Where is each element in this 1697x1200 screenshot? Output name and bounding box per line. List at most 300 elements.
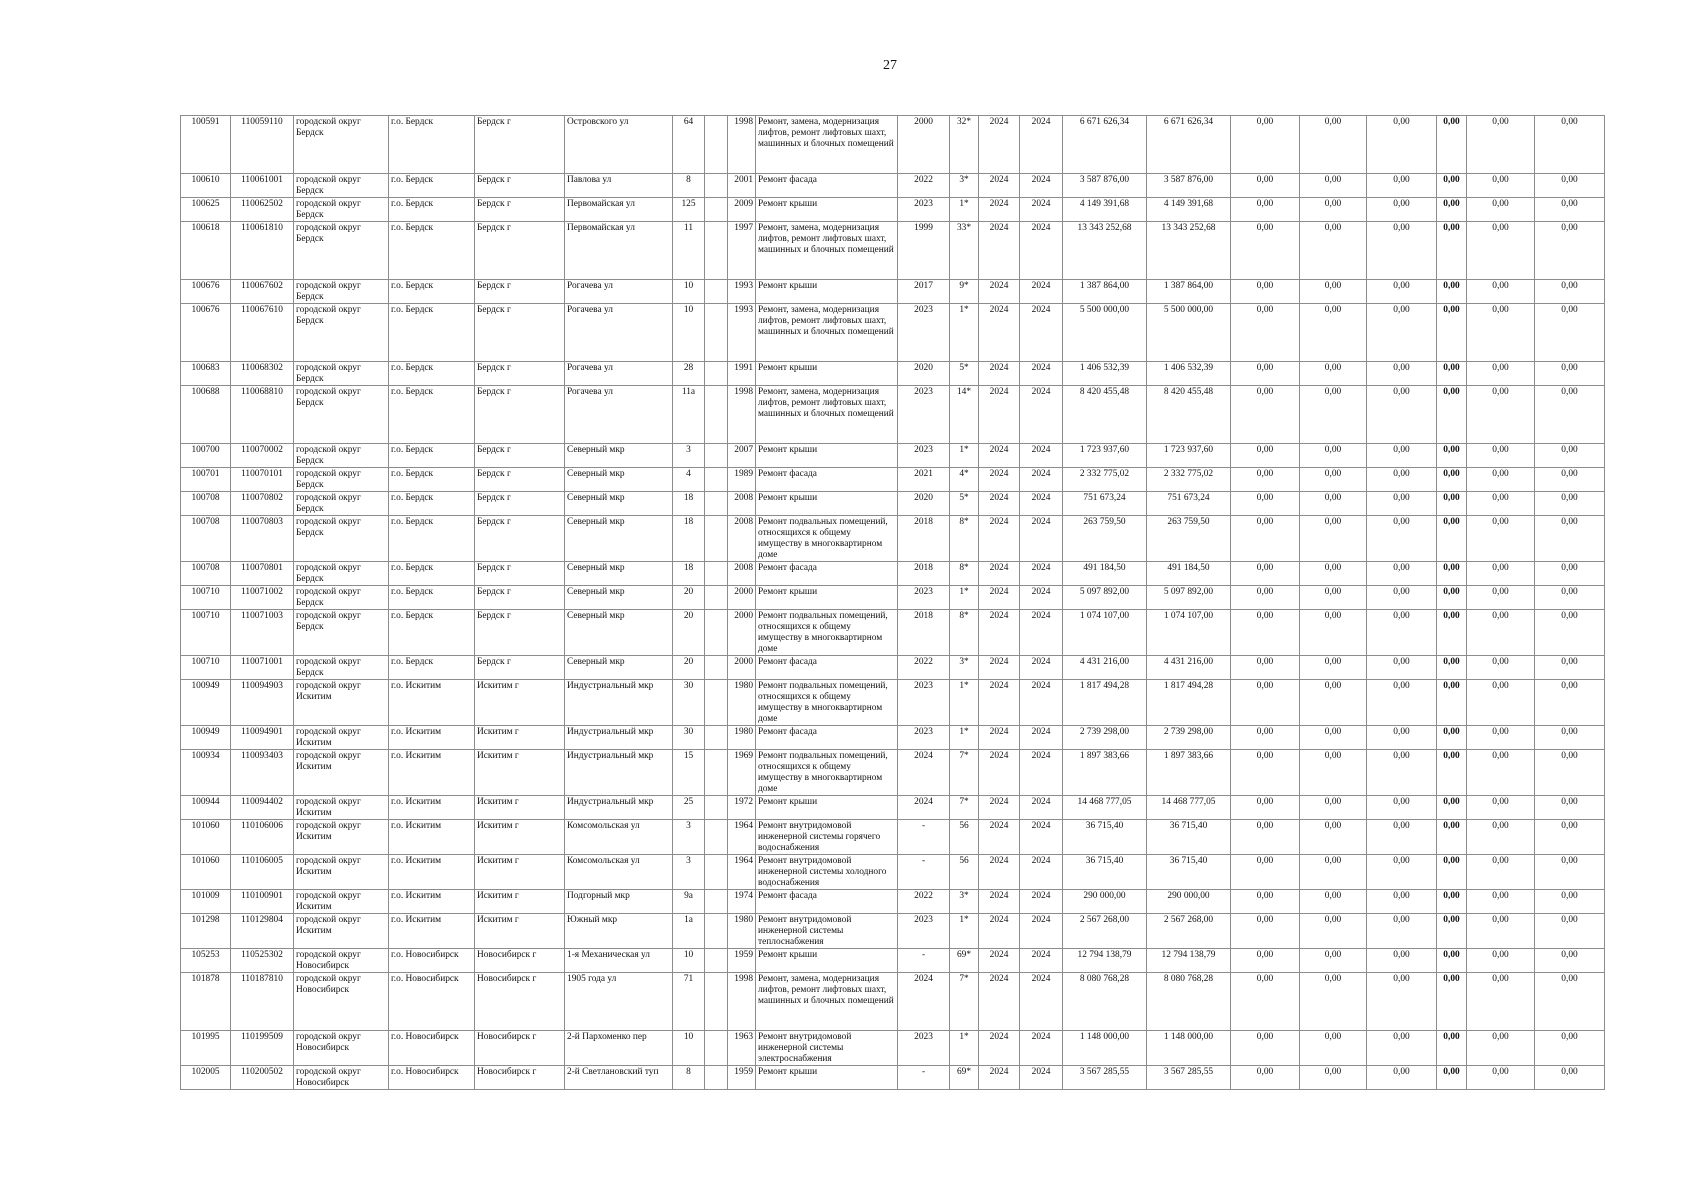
cell-house-id: 100683 xyxy=(181,362,231,386)
cell-plan-start-year: 2024 xyxy=(979,914,1020,949)
cell-plan-end-year: 2024 xyxy=(1020,492,1063,516)
cell-district: г.о. Бердск xyxy=(389,610,475,656)
cell-cost-col-3: 0,00 xyxy=(1367,656,1437,680)
cell-total-cost: 2 739 298,00 xyxy=(1063,726,1147,750)
cell-plan-start-year: 2024 xyxy=(979,973,1020,1031)
cell-building xyxy=(705,610,728,656)
cell-settlement: Искитим г xyxy=(475,820,565,855)
cell-street: 2-й Пархоменко пер xyxy=(565,1031,673,1066)
cell-plan-start-year: 2024 xyxy=(979,304,1020,362)
cell-plan-start-year: 2024 xyxy=(979,516,1020,562)
cell-house-id: 100710 xyxy=(181,610,231,656)
cell-cost-col-1: 0,00 xyxy=(1231,444,1300,468)
cell-building xyxy=(705,444,728,468)
cell-total-cost: 1 723 937,60 xyxy=(1063,444,1147,468)
cell-work-type: Ремонт, замена, модернизация лифтов, ремонт лифтовых шахт, машинных и блочных помещений xyxy=(756,116,898,174)
cell-cost-col-4: 0,00 xyxy=(1437,610,1467,656)
cell-cost-col-3: 0,00 xyxy=(1367,516,1437,562)
cell-cost-col-4: 0,00 xyxy=(1437,116,1467,174)
cell-street: Островского ул xyxy=(565,116,673,174)
cell-plan-end-year: 2024 xyxy=(1020,890,1063,914)
cell-cost-col-4: 0,00 xyxy=(1437,222,1467,280)
cell-building xyxy=(705,516,728,562)
cell-regional-fund-cost: 14 468 777,05 xyxy=(1147,796,1231,820)
cell-last-repair-year: 2018 xyxy=(898,562,950,586)
cell-cost-col-2: 0,00 xyxy=(1300,468,1367,492)
cell-wear-percent: 56 xyxy=(950,855,979,890)
cell-last-repair-year: 2023 xyxy=(898,1031,950,1066)
cell-house-id: 100676 xyxy=(181,280,231,304)
cell-last-repair-year: 2023 xyxy=(898,586,950,610)
cell-cost-col-3: 0,00 xyxy=(1367,855,1437,890)
cell-plan-start-year: 2024 xyxy=(979,198,1020,222)
cell-house-id: 100688 xyxy=(181,386,231,444)
cell-work-type: Ремонт подвальных помещений, относящихся к общему имуществу в многоквартирном доме xyxy=(756,516,898,562)
cell-cost-col-5: 0,00 xyxy=(1467,680,1535,726)
cell-wear-percent: 69* xyxy=(950,949,979,973)
cell-cost-col-6: 0,00 xyxy=(1535,116,1605,174)
cell-regional-fund-cost: 1 387 864,00 xyxy=(1147,280,1231,304)
table-row xyxy=(181,198,1605,222)
cell-street: Павлова ул xyxy=(565,174,673,198)
cell-cost-col-4: 0,00 xyxy=(1437,362,1467,386)
cell-cost-col-2: 0,00 xyxy=(1300,562,1367,586)
cell-cost-col-2: 0,00 xyxy=(1300,116,1367,174)
cell-district: г.о. Бердск xyxy=(389,362,475,386)
cell-settlement: Новосибирск г xyxy=(475,949,565,973)
cell-total-cost: 1 897 383,66 xyxy=(1063,750,1147,796)
cell-house-number: 18 xyxy=(673,562,705,586)
cell-cost-col-3: 0,00 xyxy=(1367,280,1437,304)
cell-work-type: Ремонт подвальных помещений, относящихся к общему имуществу в многоквартирном доме xyxy=(756,610,898,656)
cell-last-repair-year: 2022 xyxy=(898,890,950,914)
cell-cost-col-5: 0,00 xyxy=(1467,562,1535,586)
cell-last-repair-year: 2023 xyxy=(898,198,950,222)
cell-district: г.о. Искитим xyxy=(389,680,475,726)
cell-last-repair-year: - xyxy=(898,1066,950,1090)
cell-cost-col-6: 0,00 xyxy=(1535,855,1605,890)
cell-settlement: Искитим г xyxy=(475,890,565,914)
cell-cost-col-5: 0,00 xyxy=(1467,973,1535,1031)
cell-commission-year: 1998 xyxy=(728,386,756,444)
cell-settlement: Бердск г xyxy=(475,280,565,304)
cell-cost-col-1: 0,00 xyxy=(1231,656,1300,680)
cell-cost-col-4: 0,00 xyxy=(1437,656,1467,680)
cell-plan-end-year: 2024 xyxy=(1020,362,1063,386)
cell-street: 1905 года ул xyxy=(565,973,673,1031)
cell-municipality: городской округ Бердск xyxy=(294,362,389,386)
cell-house-id: 105253 xyxy=(181,949,231,973)
cell-last-repair-year: 2000 xyxy=(898,116,950,174)
cell-district: г.о. Искитим xyxy=(389,820,475,855)
cell-settlement: Бердск г xyxy=(475,492,565,516)
cell-total-cost: 2 567 268,00 xyxy=(1063,914,1147,949)
cell-municipality: городской округ Искитим xyxy=(294,726,389,750)
cell-street: Северный мкр xyxy=(565,610,673,656)
cell-regional-fund-cost: 8 080 768,28 xyxy=(1147,973,1231,1031)
cell-total-cost: 1 387 864,00 xyxy=(1063,280,1147,304)
cell-plan-end-year: 2024 xyxy=(1020,174,1063,198)
cell-district: г.о. Новосибирск xyxy=(389,973,475,1031)
cell-total-cost: 5 097 892,00 xyxy=(1063,586,1147,610)
cell-settlement: Новосибирск г xyxy=(475,1031,565,1066)
cell-wear-percent: 69* xyxy=(950,1066,979,1090)
cell-settlement: Бердск г xyxy=(475,386,565,444)
cell-district: г.о. Бердск xyxy=(389,656,475,680)
cell-municipality: городской округ Искитим xyxy=(294,855,389,890)
cell-cost-col-6: 0,00 xyxy=(1535,516,1605,562)
cell-house-id: 101009 xyxy=(181,890,231,914)
cell-street: Рогачева ул xyxy=(565,304,673,362)
cell-cost-col-3: 0,00 xyxy=(1367,586,1437,610)
cell-plan-end-year: 2024 xyxy=(1020,1066,1063,1090)
cell-municipality: городской округ Бердск xyxy=(294,116,389,174)
cell-settlement: Бердск г xyxy=(475,562,565,586)
cell-cost-col-6: 0,00 xyxy=(1535,280,1605,304)
cell-municipality: городской округ Бердск xyxy=(294,516,389,562)
table-row xyxy=(181,973,1605,1031)
cell-municipality: городской округ Бердск xyxy=(294,562,389,586)
cell-commission-year: 1998 xyxy=(728,116,756,174)
cell-wear-percent: 1* xyxy=(950,198,979,222)
cell-district: г.о. Бердск xyxy=(389,516,475,562)
cell-cost-col-4: 0,00 xyxy=(1437,973,1467,1031)
cell-work-id: 110106006 xyxy=(231,820,294,855)
cell-work-type: Ремонт подвальных помещений, относящихся к общему имуществу в многоквартирном доме xyxy=(756,680,898,726)
cell-cost-col-4: 0,00 xyxy=(1437,444,1467,468)
cell-cost-col-1: 0,00 xyxy=(1231,198,1300,222)
cell-building xyxy=(705,656,728,680)
cell-cost-col-3: 0,00 xyxy=(1367,820,1437,855)
table-row xyxy=(181,362,1605,386)
cell-cost-col-5: 0,00 xyxy=(1467,586,1535,610)
cell-house-number: 30 xyxy=(673,680,705,726)
cell-cost-col-2: 0,00 xyxy=(1300,516,1367,562)
cell-last-repair-year: - xyxy=(898,820,950,855)
cell-work-type: Ремонт крыши xyxy=(756,796,898,820)
cell-wear-percent: 1* xyxy=(950,444,979,468)
cell-cost-col-4: 0,00 xyxy=(1437,680,1467,726)
cell-work-id: 110070002 xyxy=(231,444,294,468)
cell-cost-col-6: 0,00 xyxy=(1535,444,1605,468)
cell-house-id: 101995 xyxy=(181,1031,231,1066)
cell-building xyxy=(705,198,728,222)
cell-plan-start-year: 2024 xyxy=(979,750,1020,796)
cell-cost-col-5: 0,00 xyxy=(1467,362,1535,386)
cell-last-repair-year: 2020 xyxy=(898,492,950,516)
cell-building xyxy=(705,174,728,198)
cell-total-cost: 3 587 876,00 xyxy=(1063,174,1147,198)
cell-commission-year: 1980 xyxy=(728,914,756,949)
cell-cost-col-4: 0,00 xyxy=(1437,386,1467,444)
cell-settlement: Бердск г xyxy=(475,174,565,198)
table-row xyxy=(181,680,1605,726)
cell-settlement: Бердск г xyxy=(475,444,565,468)
cell-wear-percent: 56 xyxy=(950,820,979,855)
cell-settlement: Бердск г xyxy=(475,586,565,610)
cell-wear-percent: 7* xyxy=(950,750,979,796)
cell-regional-fund-cost: 4 431 216,00 xyxy=(1147,656,1231,680)
cell-building xyxy=(705,562,728,586)
cell-house-id: 100701 xyxy=(181,468,231,492)
cell-cost-col-2: 0,00 xyxy=(1300,796,1367,820)
cell-cost-col-3: 0,00 xyxy=(1367,914,1437,949)
cell-house-id: 101878 xyxy=(181,973,231,1031)
cell-cost-col-4: 0,00 xyxy=(1437,796,1467,820)
cell-settlement: Бердск г xyxy=(475,362,565,386)
cell-regional-fund-cost: 3 587 876,00 xyxy=(1147,174,1231,198)
cell-building xyxy=(705,304,728,362)
cell-cost-col-4: 0,00 xyxy=(1437,492,1467,516)
cell-cost-col-1: 0,00 xyxy=(1231,222,1300,280)
cell-last-repair-year: 2023 xyxy=(898,914,950,949)
cell-regional-fund-cost: 751 673,24 xyxy=(1147,492,1231,516)
cell-cost-col-1: 0,00 xyxy=(1231,973,1300,1031)
cell-building xyxy=(705,680,728,726)
cell-house-number: 30 xyxy=(673,726,705,750)
cell-commission-year: 2008 xyxy=(728,562,756,586)
page-number: 27 xyxy=(883,58,897,73)
cell-street: Рогачева ул xyxy=(565,280,673,304)
cell-cost-col-6: 0,00 xyxy=(1535,198,1605,222)
cell-building xyxy=(705,949,728,973)
cell-building xyxy=(705,855,728,890)
cell-house-id: 100708 xyxy=(181,516,231,562)
cell-total-cost: 6 671 626,34 xyxy=(1063,116,1147,174)
cell-total-cost: 12 794 138,79 xyxy=(1063,949,1147,973)
cell-cost-col-1: 0,00 xyxy=(1231,610,1300,656)
cell-regional-fund-cost: 8 420 455,48 xyxy=(1147,386,1231,444)
cell-cost-col-4: 0,00 xyxy=(1437,890,1467,914)
cell-house-id: 100949 xyxy=(181,726,231,750)
cell-cost-col-4: 0,00 xyxy=(1437,820,1467,855)
cell-regional-fund-cost: 5 500 000,00 xyxy=(1147,304,1231,362)
cell-total-cost: 263 759,50 xyxy=(1063,516,1147,562)
cell-cost-col-1: 0,00 xyxy=(1231,820,1300,855)
cell-cost-col-2: 0,00 xyxy=(1300,610,1367,656)
cell-total-cost: 4 149 391,68 xyxy=(1063,198,1147,222)
cell-building xyxy=(705,280,728,304)
table-row xyxy=(181,1031,1605,1066)
cell-cost-col-4: 0,00 xyxy=(1437,562,1467,586)
cell-municipality: городской округ Бердск xyxy=(294,586,389,610)
cell-work-id: 110093403 xyxy=(231,750,294,796)
cell-district: г.о. Бердск xyxy=(389,492,475,516)
table-row xyxy=(181,562,1605,586)
cell-work-id: 110070803 xyxy=(231,516,294,562)
cell-cost-col-6: 0,00 xyxy=(1535,796,1605,820)
cell-commission-year: 1964 xyxy=(728,855,756,890)
cell-plan-end-year: 2024 xyxy=(1020,973,1063,1031)
cell-work-id: 110071002 xyxy=(231,586,294,610)
cell-building xyxy=(705,116,728,174)
cell-cost-col-5: 0,00 xyxy=(1467,1066,1535,1090)
cell-house-id: 100710 xyxy=(181,586,231,610)
cell-street: Первомайская ул xyxy=(565,198,673,222)
cell-plan-end-year: 2024 xyxy=(1020,222,1063,280)
cell-regional-fund-cost: 5 097 892,00 xyxy=(1147,586,1231,610)
cell-district: г.о. Бердск xyxy=(389,386,475,444)
cell-cost-col-4: 0,00 xyxy=(1437,1031,1467,1066)
cell-wear-percent: 8* xyxy=(950,610,979,656)
cell-cost-col-1: 0,00 xyxy=(1231,796,1300,820)
cell-settlement: Бердск г xyxy=(475,516,565,562)
cell-work-type: Ремонт внутридомовой инженерной системы электроснабжения xyxy=(756,1031,898,1066)
cell-total-cost: 1 074 107,00 xyxy=(1063,610,1147,656)
cell-cost-col-6: 0,00 xyxy=(1535,492,1605,516)
cell-house-number: 28 xyxy=(673,362,705,386)
cell-house-number: 18 xyxy=(673,516,705,562)
cell-commission-year: 2001 xyxy=(728,174,756,198)
cell-cost-col-5: 0,00 xyxy=(1467,116,1535,174)
cell-cost-col-5: 0,00 xyxy=(1467,492,1535,516)
cell-wear-percent: 8* xyxy=(950,562,979,586)
cell-work-type: Ремонт, замена, модернизация лифтов, ремонт лифтовых шахт, машинных и блочных помещений xyxy=(756,386,898,444)
cell-commission-year: 1963 xyxy=(728,1031,756,1066)
cell-municipality: городской округ Бердск xyxy=(294,444,389,468)
cell-work-id: 110067602 xyxy=(231,280,294,304)
cell-cost-col-1: 0,00 xyxy=(1231,680,1300,726)
cell-cost-col-5: 0,00 xyxy=(1467,174,1535,198)
cell-work-id: 110187810 xyxy=(231,973,294,1031)
cell-cost-col-3: 0,00 xyxy=(1367,1066,1437,1090)
cell-district: г.о. Бердск xyxy=(389,444,475,468)
cell-cost-col-3: 0,00 xyxy=(1367,562,1437,586)
cell-cost-col-2: 0,00 xyxy=(1300,656,1367,680)
cell-cost-col-2: 0,00 xyxy=(1300,680,1367,726)
cell-plan-start-year: 2024 xyxy=(979,280,1020,304)
cell-last-repair-year: 2023 xyxy=(898,304,950,362)
cell-plan-start-year: 2024 xyxy=(979,1031,1020,1066)
cell-house-number: 8 xyxy=(673,1066,705,1090)
cell-cost-col-6: 0,00 xyxy=(1535,680,1605,726)
cell-work-type: Ремонт крыши xyxy=(756,362,898,386)
table-row xyxy=(181,386,1605,444)
cell-work-id: 110067610 xyxy=(231,304,294,362)
cell-regional-fund-cost: 4 149 391,68 xyxy=(1147,198,1231,222)
cell-regional-fund-cost: 263 759,50 xyxy=(1147,516,1231,562)
cell-wear-percent: 7* xyxy=(950,973,979,1031)
cell-cost-col-5: 0,00 xyxy=(1467,855,1535,890)
table-row xyxy=(181,116,1605,174)
cell-building xyxy=(705,468,728,492)
cell-municipality: городской округ Бердск xyxy=(294,198,389,222)
cell-building xyxy=(705,890,728,914)
cell-total-cost: 36 715,40 xyxy=(1063,820,1147,855)
cell-plan-start-year: 2024 xyxy=(979,362,1020,386)
cell-cost-col-1: 0,00 xyxy=(1231,116,1300,174)
cell-cost-col-1: 0,00 xyxy=(1231,1031,1300,1066)
cell-cost-col-4: 0,00 xyxy=(1437,855,1467,890)
cell-work-type: Ремонт фасада xyxy=(756,174,898,198)
cell-cost-col-1: 0,00 xyxy=(1231,280,1300,304)
cell-house-id: 100591 xyxy=(181,116,231,174)
cell-building xyxy=(705,362,728,386)
cell-regional-fund-cost: 2 567 268,00 xyxy=(1147,914,1231,949)
cell-wear-percent: 1* xyxy=(950,586,979,610)
cell-cost-col-3: 0,00 xyxy=(1367,610,1437,656)
table-body xyxy=(181,116,1605,1090)
cell-wear-percent: 33* xyxy=(950,222,979,280)
cell-cost-col-6: 0,00 xyxy=(1535,610,1605,656)
cell-cost-col-3: 0,00 xyxy=(1367,492,1437,516)
cell-district: г.о. Бердск xyxy=(389,562,475,586)
cell-cost-col-1: 0,00 xyxy=(1231,174,1300,198)
cell-plan-end-year: 2024 xyxy=(1020,949,1063,973)
table-row xyxy=(181,280,1605,304)
cell-wear-percent: 32* xyxy=(950,116,979,174)
cell-work-type: Ремонт, замена, модернизация лифтов, ремонт лифтовых шахт, машинных и блочных помещений xyxy=(756,222,898,280)
cell-work-type: Ремонт, замена, модернизация лифтов, ремонт лифтовых шахт, машинных и блочных помещений xyxy=(756,973,898,1031)
cell-last-repair-year: 1999 xyxy=(898,222,950,280)
cell-plan-start-year: 2024 xyxy=(979,468,1020,492)
cell-municipality: городской округ Новосибирск xyxy=(294,1031,389,1066)
cell-wear-percent: 5* xyxy=(950,492,979,516)
cell-house-id: 100610 xyxy=(181,174,231,198)
cell-house-id: 100708 xyxy=(181,562,231,586)
cell-municipality: городской округ Бердск xyxy=(294,386,389,444)
cell-cost-col-3: 0,00 xyxy=(1367,444,1437,468)
cell-regional-fund-cost: 290 000,00 xyxy=(1147,890,1231,914)
cell-district: г.о. Бердск xyxy=(389,198,475,222)
cell-cost-col-3: 0,00 xyxy=(1367,949,1437,973)
cell-district: г.о. Новосибирск xyxy=(389,949,475,973)
cell-house-number: 11а xyxy=(673,386,705,444)
cell-plan-end-year: 2024 xyxy=(1020,516,1063,562)
cell-cost-col-1: 0,00 xyxy=(1231,468,1300,492)
cell-house-id: 101298 xyxy=(181,914,231,949)
cell-street: Комсомольская ул xyxy=(565,855,673,890)
table-row xyxy=(181,796,1605,820)
cell-work-id: 110200502 xyxy=(231,1066,294,1090)
cell-district: г.о. Новосибирск xyxy=(389,1066,475,1090)
cell-work-type: Ремонт крыши xyxy=(756,444,898,468)
cell-house-id: 101060 xyxy=(181,820,231,855)
cell-cost-col-5: 0,00 xyxy=(1467,914,1535,949)
cell-settlement: Искитим г xyxy=(475,855,565,890)
cell-work-type: Ремонт, замена, модернизация лифтов, ремонт лифтовых шахт, машинных и блочных помещений xyxy=(756,304,898,362)
cell-cost-col-4: 0,00 xyxy=(1437,726,1467,750)
cell-district: г.о. Бердск xyxy=(389,304,475,362)
cell-cost-col-3: 0,00 xyxy=(1367,890,1437,914)
cell-cost-col-2: 0,00 xyxy=(1300,198,1367,222)
cell-cost-col-4: 0,00 xyxy=(1437,198,1467,222)
cell-last-repair-year: 2018 xyxy=(898,610,950,656)
cell-municipality: городской округ Искитим xyxy=(294,890,389,914)
cell-regional-fund-cost: 2 332 775,02 xyxy=(1147,468,1231,492)
cell-municipality: городской округ Бердск xyxy=(294,492,389,516)
cell-wear-percent: 9* xyxy=(950,280,979,304)
cell-plan-end-year: 2024 xyxy=(1020,586,1063,610)
cell-cost-col-5: 0,00 xyxy=(1467,516,1535,562)
cell-cost-col-2: 0,00 xyxy=(1300,750,1367,796)
cell-settlement: Бердск г xyxy=(475,222,565,280)
cell-total-cost: 8 080 768,28 xyxy=(1063,973,1147,1031)
cell-plan-end-year: 2024 xyxy=(1020,444,1063,468)
cell-settlement: Бердск г xyxy=(475,610,565,656)
cell-work-id: 110106005 xyxy=(231,855,294,890)
cell-building xyxy=(705,973,728,1031)
cell-cost-col-1: 0,00 xyxy=(1231,586,1300,610)
cell-last-repair-year: 2023 xyxy=(898,680,950,726)
cell-street: Северный мкр xyxy=(565,562,673,586)
cell-house-number: 20 xyxy=(673,586,705,610)
cell-cost-col-5: 0,00 xyxy=(1467,610,1535,656)
cell-plan-end-year: 2024 xyxy=(1020,304,1063,362)
cell-cost-col-6: 0,00 xyxy=(1535,820,1605,855)
cell-work-id: 110100901 xyxy=(231,890,294,914)
cell-municipality: городской округ Новосибирск xyxy=(294,1066,389,1090)
